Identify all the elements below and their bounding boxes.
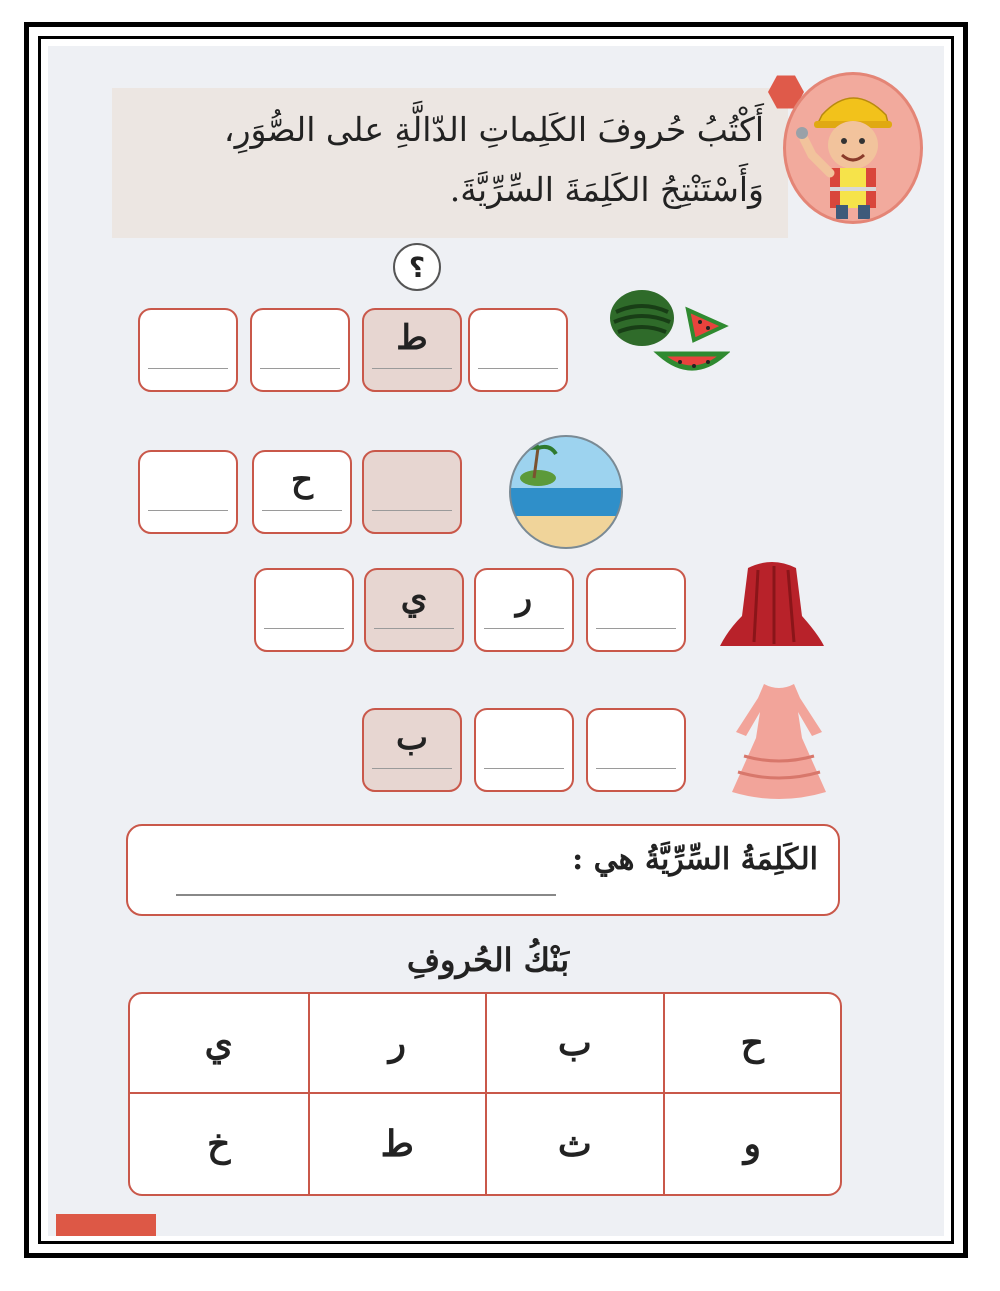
- letter-box[interactable]: ر: [474, 568, 574, 652]
- letter-bank-cell: و: [663, 1094, 841, 1194]
- instruction-line-1: أَكْتُبُ حُروفَ الكَلِماتِ الدّالَّةِ على الصُّوَرِ،: [223, 110, 764, 149]
- letter-bank-cell: ي: [130, 994, 308, 1094]
- letter-bank-cell: ط: [308, 1094, 486, 1194]
- instruction-line-2: وَأَسْتَنْتِجُ الكَلِمَةَ السِّرِّيَّةَ.: [449, 170, 764, 209]
- letter-box[interactable]: [138, 450, 238, 534]
- letter-box[interactable]: [586, 568, 686, 652]
- letter-bank-cell: ب: [485, 994, 663, 1094]
- instruction-banner: [112, 88, 788, 238]
- letter-bank-cell: ث: [485, 1094, 663, 1194]
- letter-box-secret[interactable]: [362, 450, 462, 534]
- watermelon-icon: [604, 282, 730, 386]
- beach-icon: [508, 434, 624, 550]
- dress-icon: [730, 676, 828, 802]
- instruction-text: [124, 100, 764, 220]
- letter-box[interactable]: [474, 708, 574, 792]
- red-cloth-icon: [718, 556, 826, 650]
- secret-word-label: الكَلِمَةُ السِّرِّيَّةُ هي :: [572, 842, 818, 877]
- letter-bank-cell: خ: [207, 1123, 231, 1165]
- letter-box[interactable]: [250, 308, 350, 392]
- letter-box[interactable]: [468, 308, 568, 392]
- letter-box[interactable]: [254, 568, 354, 652]
- secret-word-input-line[interactable]: [176, 894, 556, 896]
- secret-letter-marker: ؟: [393, 243, 441, 291]
- letter-box-secret[interactable]: ط: [362, 308, 462, 392]
- letter-box[interactable]: [138, 308, 238, 392]
- letter-bank-cell: ح: [663, 994, 841, 1094]
- page-corner-tab: [56, 1214, 156, 1236]
- engineer-boy-icon: [783, 72, 923, 224]
- letter-box-secret[interactable]: ي: [364, 568, 464, 652]
- secret-word-answer-box: [126, 824, 840, 916]
- worksheet-page: [48, 46, 944, 1236]
- letter-bank-table: [128, 992, 842, 1196]
- letter-bank-cell: ر: [308, 994, 486, 1094]
- letter-box[interactable]: ح: [252, 450, 352, 534]
- letter-bank-title: بَنْكُ الحُروفِ: [406, 941, 570, 979]
- letter-box-secret[interactable]: ب: [362, 708, 462, 792]
- letter-box[interactable]: [586, 708, 686, 792]
